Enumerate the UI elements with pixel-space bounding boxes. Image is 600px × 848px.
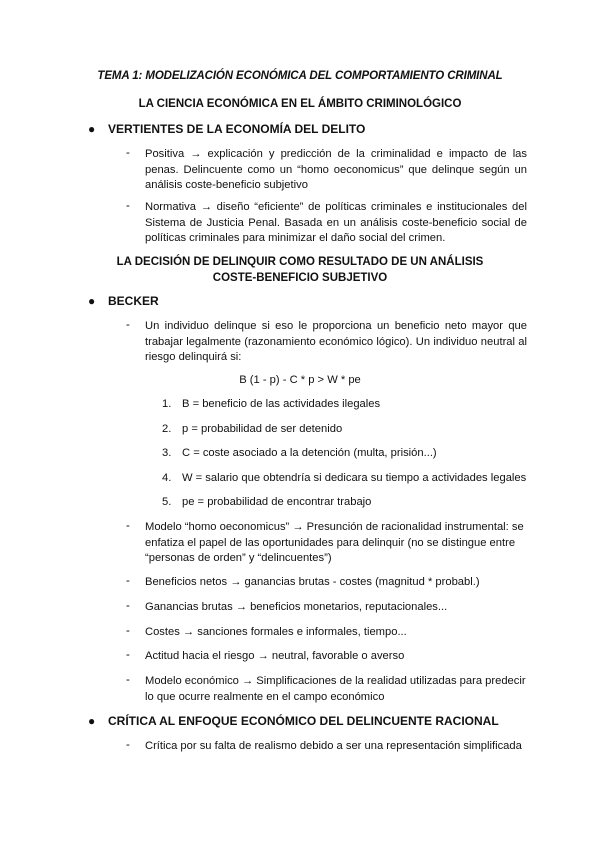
dash-icon: - xyxy=(126,200,130,212)
item-number: 1. xyxy=(162,398,172,410)
list-item-ganancias-brutas: Ganancias brutas → beneficios monetarios, reputacionales... xyxy=(145,601,448,613)
list-item-normativa: Normativa → diseño “eficiente” de políticas criminales e institucionales del Sistema de Justicia Penal. Basada en un análisis coste-beneficio social de políticas criminales para minimizar el daño social del crimen. xyxy=(145,201,527,245)
bullet-icon: ● xyxy=(88,122,96,136)
item-text: p = probabilidad de ser detenido xyxy=(182,423,343,435)
bullet-icon: ● xyxy=(88,714,96,728)
list-item-modelo-economico: Modelo económico → Simplificaciones de la realidad utilizadas para predecir lo que ocurre realmente en el campo económico xyxy=(145,675,526,703)
list-item-costes: Costes → sanciones formales e informales, tiempo... xyxy=(145,626,407,638)
item-text: B = beneficio de las actividades ilegales xyxy=(182,398,381,410)
item-text: pe = probabilidad de encontrar trabajo xyxy=(182,496,372,508)
bullet-icon: ● xyxy=(88,294,96,308)
item-number: 2. xyxy=(162,423,172,435)
dash-icon: - xyxy=(126,739,130,751)
item-number: 5. xyxy=(162,496,172,508)
dash-icon: - xyxy=(126,319,130,331)
bullet-vertientes-label: VERTIENTES DE LA ECONOMÍA DEL DELITO xyxy=(108,122,366,136)
list-item-critica: Crítica por su falta de realismo debido a ser una representación simplificada xyxy=(145,740,522,752)
numbered-item xyxy=(162,472,526,484)
numbered-item xyxy=(162,447,437,459)
dash-icon: - xyxy=(126,625,130,637)
dash-icon: - xyxy=(126,520,130,532)
item-number: 4. xyxy=(162,472,172,484)
numbered-item xyxy=(162,423,342,435)
numbered-item xyxy=(162,496,371,508)
item-text: C = coste asociado a la detención (multa, prisión...) xyxy=(182,447,437,459)
dash-icon: - xyxy=(126,600,130,612)
section-heading-ciencia: LA CIENCIA ECONÓMICA EN EL ÁMBITO CRIMINOLÓGICO xyxy=(138,98,462,110)
numbered-item xyxy=(162,398,380,410)
list-item-actitud: Actitud hacia el riesgo → neutral, favorable o averso xyxy=(145,650,405,662)
item-number: 3. xyxy=(162,447,172,459)
list-item-becker-intro: Un individuo delinque si eso le proporciona un beneficio neto mayor que trabajar legalmente (razonamiento económico lógico). Un individuo neutral al riesgo delinquirá si: xyxy=(145,320,527,364)
dash-icon: - xyxy=(126,147,130,159)
list-item-beneficios-netos: Beneficios netos → ganancias brutas - costes (magnitud * probabl.) xyxy=(145,576,480,588)
dash-icon: - xyxy=(126,649,130,661)
section-heading-decision-line2: COSTE-BENEFICIO SUBJETIVO xyxy=(212,272,388,284)
bullet-critica-label: CRÍTICA AL ENFOQUE ECONÓMICO DEL DELINCUENTE RACIONAL xyxy=(108,714,499,728)
bullet-becker-label: BECKER xyxy=(108,294,159,308)
list-item-modelo-homo: Modelo “homo oeconomicus” → Presunción de racionalidad instrumental: se enfatiza el papel de las oportunidades para delinquir (no se distingue entre “personas de orden” y “delincuentes”) xyxy=(145,521,524,565)
dash-icon: - xyxy=(126,674,130,686)
dash-icon: - xyxy=(126,575,130,587)
list-item-positiva: Positiva → explicación y predicción de la criminalidad e impacto de las penas. Delincuente como un “homo oeconomicus” que delinque según un análisis coste-beneficio subjetivo xyxy=(145,148,527,192)
section-heading-decision-line1: LA DECISIÓN DE DELINQUIR COMO RESULTADO DE UN ANÁLISIS xyxy=(116,256,484,268)
item-text: W = salario que obtendría si dedicara su tiempo a actividades legales xyxy=(182,472,527,484)
document-title: TEMA 1: MODELIZACIÓN ECONÓMICA DEL COMPORTAMIENTO CRIMINAL xyxy=(97,70,503,82)
becker-formula: B (1 - p) - C * p > W * pe xyxy=(239,374,361,386)
